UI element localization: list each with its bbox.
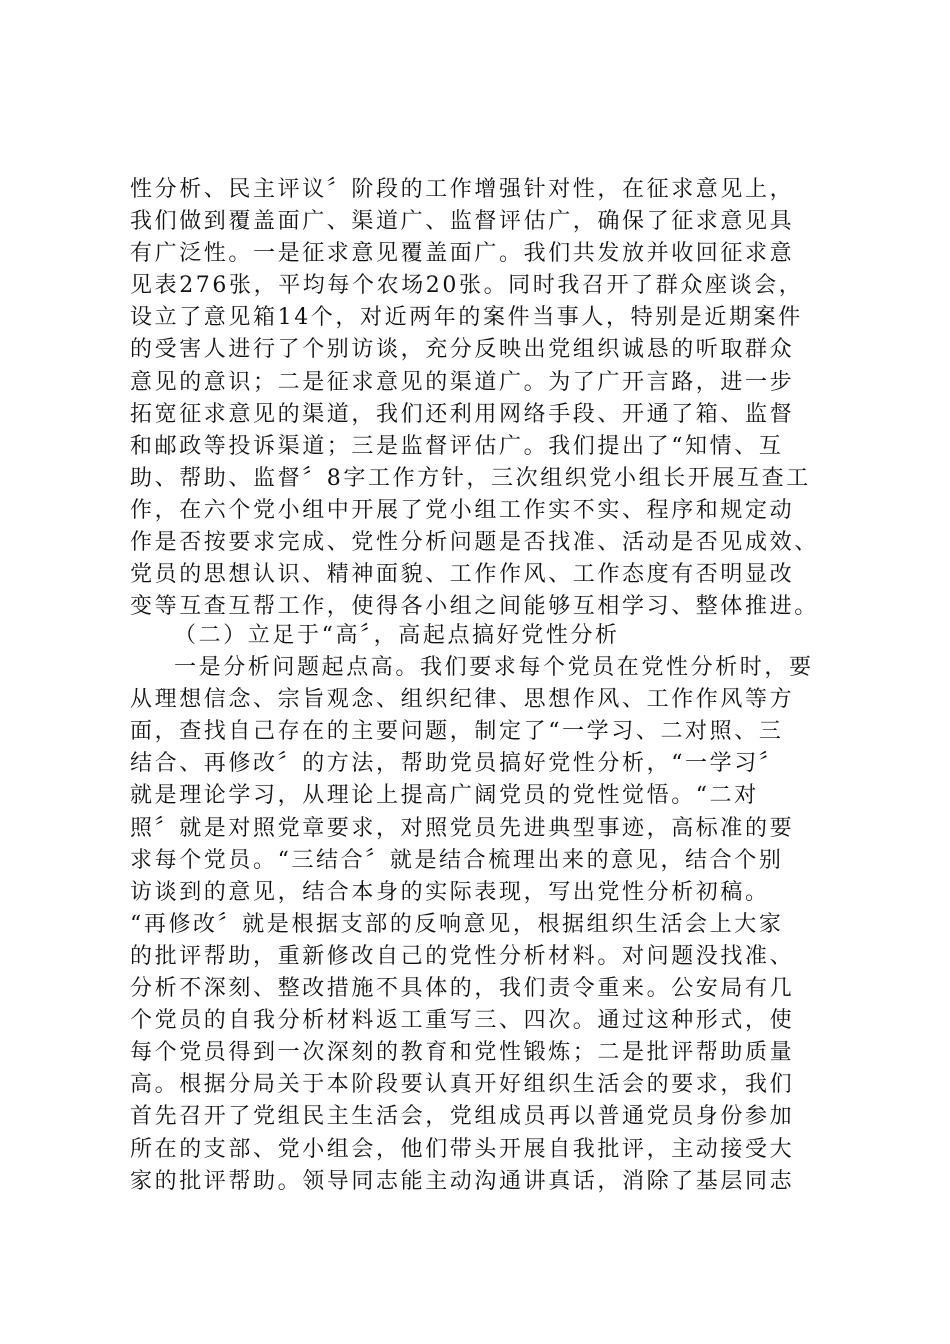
text-line: 分析不深刻、整改措施不具体的，我们责令重来。公安局有几 xyxy=(130,976,795,1002)
text-line: 见表276张，平均每个农场20张。同时我召开了群众座谈会， xyxy=(130,273,804,299)
text-line: 高。根据分局关于本阶段要认真开好组织生活会的要求，我们 xyxy=(130,1072,795,1098)
text-line: 我们做到覆盖面广、渠道广、监督评估广，确保了征求意见具 xyxy=(130,209,795,235)
text-line: 性分析、民主评议〞阶段的工作增强针对性，在征求意见上， xyxy=(130,177,795,202)
text-line: 照〞就是对照党章要求，对照党员先进典型事迹，高标准的要 xyxy=(130,815,795,841)
paragraph-1 xyxy=(130,174,830,623)
text-line: 个党员的自我分析材料返工重写三、四次。通过这种形式，使 xyxy=(130,1008,795,1034)
text-line: 从理想信念、宗旨观念、组织纪律、思想作风、工作作风等方 xyxy=(130,687,795,713)
text-line: 首先召开了党组民主生活会，党组成员再以普通党员身份参加 xyxy=(130,1104,795,1130)
text-line: 有广泛性。一是征求意见覆盖面广。我们共发放并收回征求意 xyxy=(130,241,795,267)
text-line: 的批评帮助，重新修改自己的党性分析材料。对问题没找准、 xyxy=(130,943,795,969)
text-line: 作，在六个党小组中开展了党小组工作实不实、程序和规定动 xyxy=(130,497,795,523)
section-heading: （二）立足于“高〞，高起点搞好党性分析 xyxy=(174,623,620,648)
text-line: 结合、再修改〞的方法，帮助党员搞好党性分析，“一学习〞 xyxy=(130,751,784,777)
text-line: 设立了意见箱14个，对近两年的案件当事人，特别是近期案件 xyxy=(130,305,803,331)
text-line: 意见的意识；二是征求意见的渠道广。为了广开言路，进一步 xyxy=(130,369,795,395)
text-line: 访谈到的意见，结合本身的实际表现，写出党性分析初稿。 xyxy=(130,879,770,905)
text-line: 和邮政等投诉渠道；三是监督评估广。我们提出了“知情、互 xyxy=(130,433,784,459)
text-line: 作是否按要求完成、党性分析问题是否找准、活动是否见成效、 xyxy=(130,530,819,556)
section-2 xyxy=(130,620,830,1198)
text-line: 拓宽征求意见的渠道，我们还利用网络手段、开通了箱、监督 xyxy=(130,401,795,427)
text-line: 所在的支部、党小组会，他们带头开展自我批评，主动接受大 xyxy=(130,1136,795,1162)
text-line: 面，查找自己存在的主要问题，制定了“一学习、二对照、三 xyxy=(130,719,784,745)
text-line: 每个党员得到一次深刻的教育和党性锻炼；二是批评帮助质量 xyxy=(130,1040,795,1066)
text-line: 求每个党员。“三结合〞就是结合梳理出来的意见，结合个别 xyxy=(130,847,784,873)
text-line: 助、帮助、监督〞8字工作方针，三次组织党小组长开展互查工 xyxy=(130,465,811,491)
text-line: 一是分析问题起点高。我们要求每个党员在党性分析时，要 xyxy=(174,655,814,681)
text-line: 党员的思想认识、精神面貌、工作作风、工作态度有否明显改 xyxy=(130,562,795,588)
text-line: 家的批评帮助。领导同志能主动沟通讲真话，消除了基层同志 xyxy=(130,1168,795,1194)
text-line: 变等互查互帮工作，使得各小组之间能够互相学习、整体推进。 xyxy=(130,594,819,620)
text-line: “再修改〞就是根据支部的反响意见，根据组织生活会上大家 xyxy=(130,911,784,937)
text-line: 就是理论学习，从理论上提高广阔党员的党性觉悟。“二对 xyxy=(130,783,759,809)
text-line: 的受害人进行了个别访谈，充分反映出党组织诚恳的听取群众 xyxy=(130,337,795,363)
